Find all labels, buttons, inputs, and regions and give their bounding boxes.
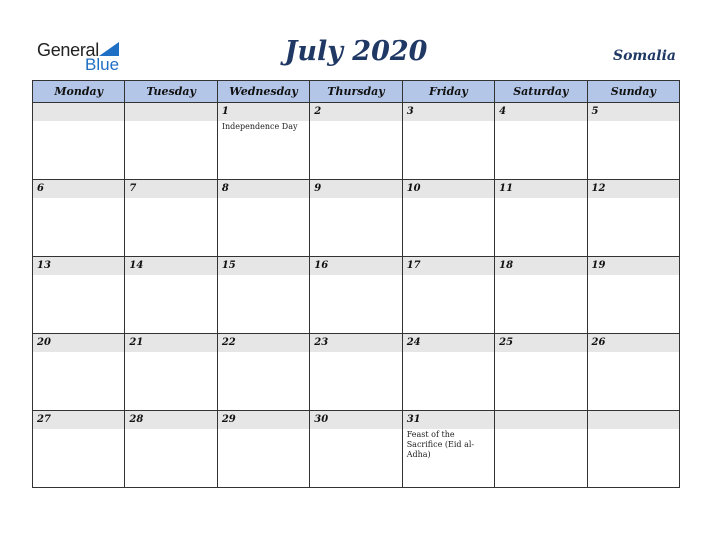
day-cell bbox=[587, 257, 679, 334]
day-number: 9 bbox=[310, 180, 401, 198]
day-cell bbox=[125, 411, 217, 488]
day-number: 28 bbox=[125, 411, 216, 429]
day-number: 24 bbox=[403, 334, 494, 352]
day-number bbox=[125, 103, 216, 121]
weekday-sunday: Sunday bbox=[587, 81, 679, 103]
day-cell bbox=[125, 334, 217, 411]
day-cell bbox=[495, 180, 587, 257]
day-number: 6 bbox=[33, 180, 124, 198]
weekday-thursday: Thursday bbox=[310, 81, 402, 103]
day-number: 10 bbox=[403, 180, 494, 198]
day-number: 20 bbox=[33, 334, 124, 352]
day-cell bbox=[310, 411, 402, 488]
logo-text-blue: Blue bbox=[85, 55, 120, 74]
day-cell bbox=[495, 257, 587, 334]
day-cell bbox=[495, 103, 587, 180]
day-cell bbox=[310, 180, 402, 257]
country-label: Somalia bbox=[612, 48, 676, 64]
day-number: 15 bbox=[218, 257, 309, 275]
day-number bbox=[33, 103, 124, 121]
day-number: 11 bbox=[495, 180, 586, 198]
day-number: 27 bbox=[33, 411, 124, 429]
day-number: 13 bbox=[33, 257, 124, 275]
day-cell bbox=[587, 334, 679, 411]
day-number: 19 bbox=[588, 257, 679, 275]
holiday-label: Independence Day bbox=[221, 122, 298, 131]
day-number: 31 bbox=[403, 411, 494, 429]
day-cell bbox=[125, 257, 217, 334]
day-cell bbox=[33, 180, 125, 257]
day-number: 26 bbox=[588, 334, 679, 352]
weekday-saturday: Saturday bbox=[495, 81, 587, 103]
day-number: 3 bbox=[403, 103, 494, 121]
day-number bbox=[588, 411, 679, 429]
day-cell bbox=[402, 103, 494, 180]
day-number: 5 bbox=[588, 103, 679, 121]
calendar-title: July 2020 bbox=[284, 36, 428, 67]
day-cell bbox=[402, 334, 494, 411]
day-cell bbox=[402, 411, 494, 488]
day-cell bbox=[587, 103, 679, 180]
day-cell bbox=[495, 411, 587, 488]
day-number: 2 bbox=[310, 103, 401, 121]
day-cell bbox=[125, 180, 217, 257]
day-number: 4 bbox=[495, 103, 586, 121]
weekday-wednesday: Wednesday bbox=[217, 81, 309, 103]
weekday-monday: Monday bbox=[33, 81, 125, 103]
weekday-tuesday: Tuesday bbox=[125, 81, 217, 103]
week-row-1 bbox=[33, 103, 680, 180]
day-number: 14 bbox=[125, 257, 216, 275]
day-cell bbox=[495, 334, 587, 411]
day-cell bbox=[33, 257, 125, 334]
day-number: 30 bbox=[310, 411, 401, 429]
week-row-2 bbox=[33, 180, 680, 257]
day-cell bbox=[310, 334, 402, 411]
holiday-label: Feast of the Sacrifice (Eid al-Adha) bbox=[406, 430, 475, 459]
day-cell bbox=[587, 411, 679, 488]
weekday-header-row bbox=[33, 81, 680, 103]
day-cell bbox=[217, 411, 309, 488]
day-number: 12 bbox=[588, 180, 679, 198]
generalblue-logo bbox=[37, 40, 127, 74]
day-cell bbox=[310, 257, 402, 334]
day-number: 25 bbox=[495, 334, 586, 352]
day-number: 17 bbox=[403, 257, 494, 275]
logo-text-general: General bbox=[37, 40, 99, 60]
day-number: 29 bbox=[218, 411, 309, 429]
day-number: 18 bbox=[495, 257, 586, 275]
day-cell bbox=[402, 257, 494, 334]
day-number: 23 bbox=[310, 334, 401, 352]
weekday-friday: Friday bbox=[402, 81, 494, 103]
day-number: 21 bbox=[125, 334, 216, 352]
day-cell bbox=[217, 180, 309, 257]
day-cell bbox=[402, 180, 494, 257]
day-cell bbox=[310, 103, 402, 180]
day-number: 22 bbox=[218, 334, 309, 352]
day-number: 8 bbox=[218, 180, 309, 198]
day-number: 1 bbox=[218, 103, 309, 121]
day-cell bbox=[217, 257, 309, 334]
day-number: 16 bbox=[310, 257, 401, 275]
week-row-4 bbox=[33, 334, 680, 411]
day-cell bbox=[33, 411, 125, 488]
day-cell bbox=[587, 180, 679, 257]
day-cell bbox=[33, 103, 125, 180]
week-row-5 bbox=[33, 411, 680, 488]
week-row-3 bbox=[33, 257, 680, 334]
calendar-grid bbox=[32, 80, 680, 488]
logo-triangle-icon bbox=[99, 42, 119, 56]
day-cell bbox=[217, 334, 309, 411]
day-cell bbox=[125, 103, 217, 180]
day-number bbox=[495, 411, 586, 429]
day-number: 7 bbox=[125, 180, 216, 198]
day-cell bbox=[217, 103, 309, 180]
day-cell bbox=[33, 334, 125, 411]
